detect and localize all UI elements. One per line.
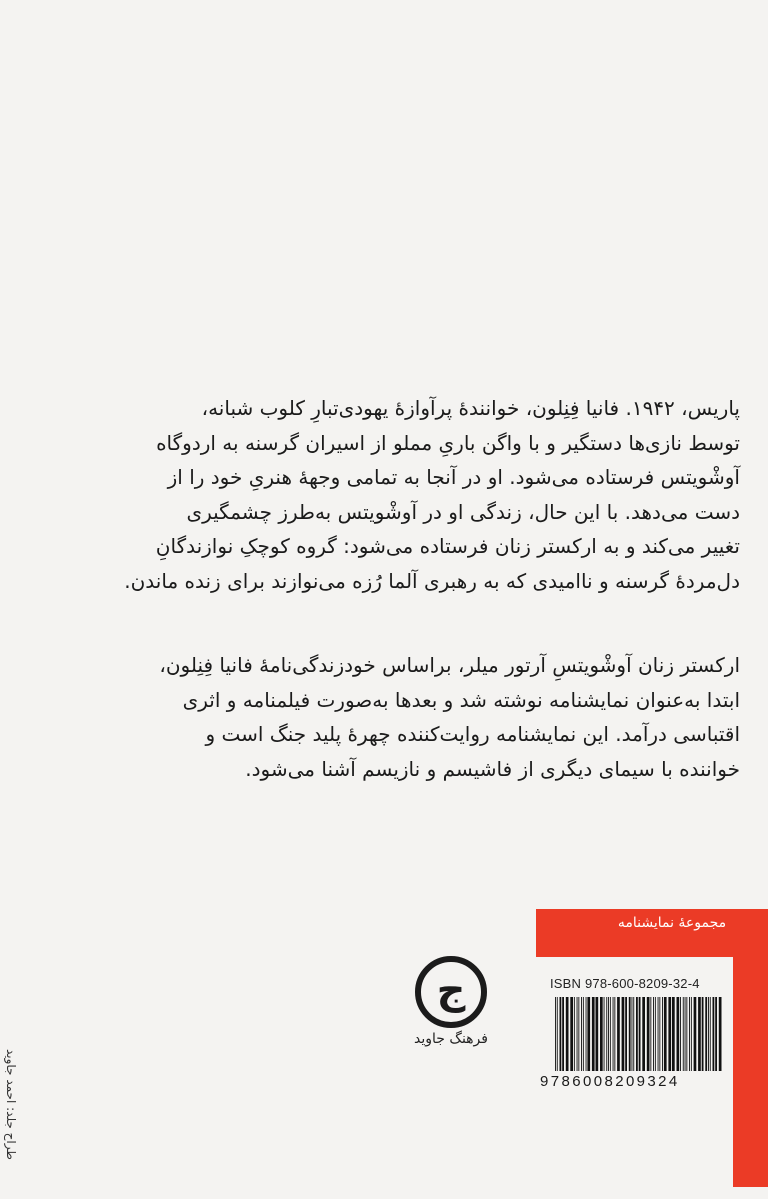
isbn-barcode bbox=[553, 997, 725, 1071]
blurb-line: آوشْویتس فرستاده می‌شود. او در آنجا به تمامی وجههٔ هنریِ خود را از bbox=[167, 465, 740, 489]
series-band bbox=[536, 909, 768, 957]
blurb-line: دل‌مردهٔ گرسنه و ناامیدی که به رهبری آلما رُزه می‌نوازند برای زنده ماندن. bbox=[124, 568, 740, 593]
blurb-line: ابتدا به‌عنوان نمایشنامه نوشته شد و بعدها به‌صورت فیلمنامه و اثری bbox=[182, 687, 740, 712]
blurb-paragraph-2 bbox=[140, 648, 740, 786]
blurb-line: پاریس، ۱۹۴۲. فانیا فِنِلون، خوانندهٔ پرآوازهٔ یهودی‌تبارِ کلوب شبانه، bbox=[201, 396, 740, 420]
blurb-line: توسط نازی‌ها دستگیر و با واگن باریِ مملو از اسیران گرسنه به اردوگاه bbox=[156, 430, 740, 455]
svg-text:ج: ج bbox=[436, 967, 466, 1013]
blurb-line: ارکستر زنان آوشْویتسِ آرتور میلر، براساس خودزندگی‌نامهٔ فانیا فِنِلون، bbox=[159, 653, 740, 677]
blurb-paragraph-1 bbox=[124, 391, 740, 598]
isbn-number: ISBN 978-600-8209-32-4 bbox=[550, 976, 700, 991]
blurb-line: تغییر می‌کند و به ارکستر زنان فرستاده می‌شود: گروه کوچکِ نوازندگانِ bbox=[155, 534, 740, 558]
blurb-line: اقتباسی درآمد. این نمایشنامه روایت‌کننده چهرهٔ پلید جنگ است و bbox=[205, 722, 740, 746]
blurb-line: دست می‌دهد. با این حال، زندگی او در آوشْویتس به‌طرز چشمگیری bbox=[186, 499, 740, 524]
barcode-digits: 9786008209324 bbox=[540, 1073, 680, 1090]
publisher-logo-icon bbox=[414, 955, 488, 1029]
cover-designer-credit: طراح جلد: احمد جاوید bbox=[4, 1049, 18, 1160]
blurb-line: خواننده با سیمای دیگری از فاشیسم و نازیسم آشنا می‌شود. bbox=[245, 756, 740, 781]
publisher-name: فرهنگ جاوید bbox=[414, 1031, 488, 1047]
series-label: مجموعهٔ نمایشنامه bbox=[536, 909, 768, 937]
